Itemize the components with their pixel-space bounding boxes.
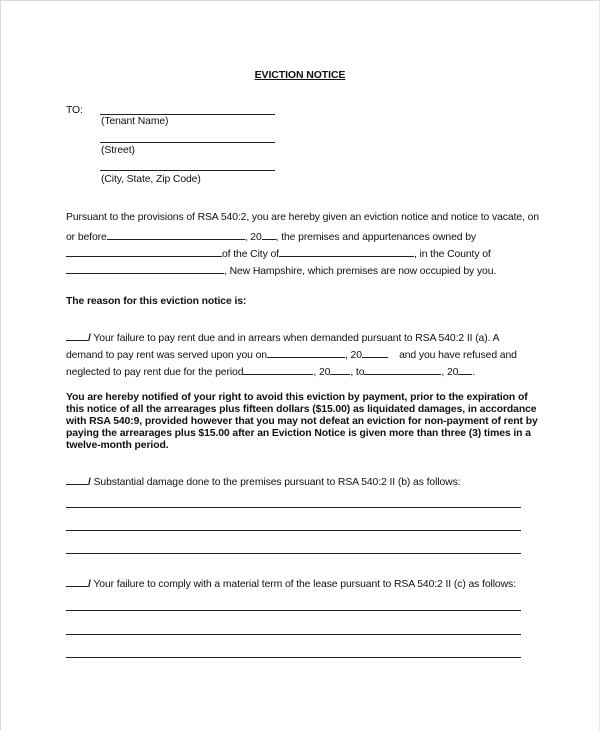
document-title: EVICTION NOTICE — [254, 69, 346, 81]
period-text: neglected to pay rent due for the period — [66, 367, 244, 378]
payment-notice-line-5: twelve-month period. — [66, 440, 169, 451]
notice-paragraph-line-1: Pursuant to the provisions of RSA 540:2, you are hereby given an eviction notice and notice to vacate, on — [66, 212, 539, 223]
reason-b-line — [66, 475, 460, 489]
demand-year-prefix: , 20 — [344, 350, 362, 361]
vacate-year-blank[interactable] — [262, 230, 276, 240]
reason-a-line-1 — [66, 331, 499, 345]
reason-b-blank-line-2[interactable] — [66, 530, 521, 531]
reason-c-text: Your failure to comply with a material term of the lease pursuant to RSA 540:2 II (c) as follows: — [93, 579, 516, 590]
reason-c-blank-line-3[interactable] — [66, 657, 521, 658]
street-caption: (Street) — [101, 145, 135, 156]
reason-a-checkbox[interactable]: / — [66, 333, 91, 344]
period-start-year-prefix: , 20 — [313, 367, 331, 378]
county-of-text: , in the County of — [413, 249, 491, 260]
reason-b-blank-line-3[interactable] — [66, 553, 521, 554]
reason-c-blank-line-1[interactable] — [66, 610, 521, 611]
payment-notice-line-2: this notice of all the arrearages plus fifteen dollars ($15.00) as liquidated damages, in accordance — [66, 404, 537, 415]
city-state-zip-caption: (City, State, Zip Code) — [101, 174, 201, 185]
reason-b-text: Substantial damage done to the premises pursuant to RSA 540:2 II (b) as follows: — [93, 477, 461, 488]
to-text: , to — [350, 367, 365, 378]
city-blank[interactable] — [279, 247, 414, 257]
premises-owned-text: , the premises and appurtenances owned by — [275, 232, 477, 243]
tenant-name-line[interactable] — [100, 114, 275, 115]
vacate-date-blank[interactable] — [107, 230, 245, 240]
payment-notice-line-4: paying the arrearages plus $15.00 after an Eviction Notice is given more than three (3) times in a — [66, 428, 531, 439]
period-start-year-blank[interactable] — [330, 365, 350, 375]
reason-a-line-3 — [66, 365, 475, 379]
notice-paragraph-line-4 — [66, 264, 496, 278]
reason-b-checkbox[interactable]: / — [66, 477, 91, 488]
demand-date-blank[interactable] — [267, 348, 345, 358]
payment-notice-line-3: with RSA 540:9, provided however that you may not defeat an eviction for non-payment of rent by — [66, 416, 538, 427]
notice-paragraph-line-2 — [66, 230, 476, 244]
reason-c-line — [66, 577, 516, 591]
period-end-year-prefix: , 20 — [441, 367, 459, 378]
reason-a-line-2 — [66, 348, 517, 362]
reason-b-blank-line-1[interactable] — [66, 507, 521, 508]
period-end-year-blank[interactable] — [458, 365, 472, 375]
notice-paragraph-line-3 — [66, 247, 491, 261]
payment-notice-line-1: You are hereby notified of your right to avoid this eviction by payment, prior to the expiration of — [66, 392, 528, 403]
street-line[interactable] — [100, 142, 275, 143]
reason-c-checkbox[interactable]: / — [66, 579, 91, 590]
city-of-text: of the City of — [222, 249, 279, 260]
year-prefix-text: , 20 — [244, 232, 262, 243]
reason-heading: The reason for this eviction notice is: — [66, 296, 247, 307]
page-border-top — [0, 0, 600, 1]
period-end-punct: . — [472, 367, 476, 378]
demand-served-text: demand to pay rent was served upon you on — [66, 350, 267, 361]
owner-name-blank[interactable] — [66, 247, 222, 257]
page-border-left — [0, 0, 1, 730]
demand-year-blank[interactable] — [362, 348, 388, 358]
city-state-zip-line[interactable] — [100, 170, 275, 171]
county-blank[interactable] — [66, 264, 224, 274]
to-label: TO: — [66, 105, 83, 116]
new-hampshire-text: , New Hampshire, which premises are now occupied by you. — [224, 266, 497, 277]
or-before-text: or before — [66, 232, 107, 243]
period-start-date-blank[interactable] — [243, 365, 313, 375]
reason-c-blank-line-2[interactable] — [66, 634, 521, 635]
tenant-name-caption: (Tenant Name) — [101, 116, 169, 127]
refused-text: and you have refused and — [399, 350, 517, 361]
reason-a-text: Your failure to pay rent due and in arrears when demanded pursuant to RSA 540:2 II (a). A — [93, 333, 500, 344]
period-end-date-blank[interactable] — [364, 365, 441, 375]
